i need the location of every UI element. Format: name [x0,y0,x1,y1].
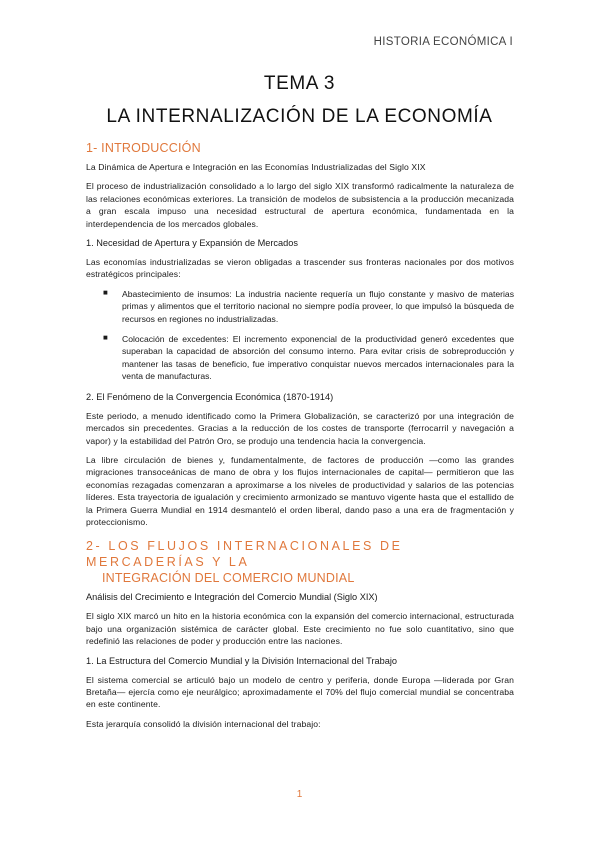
document-title-topic: TEMA 3 [263,73,336,94]
subsection-1-1-lead: Las economías industrializadas se vieron obligadas a trascender sus fronteras nacionales por dos motivos estratégicos principales: [86,257,514,280]
document-title-main: LA INTERNALIZACIÓN DE LA ECONOMÍA [106,106,493,127]
section-2-intro: El siglo XIX marcó un hito en la historia económica con la expansión del comercio internacional, estructurada bajo una organización sistémica de carácter global. Este crecimiento no fue solo cuantitativo, sino que redefinió las relaciones de poder y producción entre las naciones. [86,611,514,647]
bullet-icon: ■ [103,333,108,343]
section-2-heading-line-2: INTEGRACIÓN DEL COMERCIO MUNDIAL [102,571,355,586]
subsection-2-1-paragraph-1: El sistema comercial se articuló bajo un modelo de centro y periferia, donde Europa —liderada por Gran Bretaña— ejercía como eje neurálgico; aproximadamente el 70% del flujo comercial mundial se concentraba en este continente. [86,674,514,710]
bullet-text: Colocación de excedentes: El incremento exponencial de la productividad generó excedentes que superaban la capacidad de absorción del consumo interno. Para evitar crisis de sobreproducción y mantener las tasas de beneficio, fue imperativo conquistar nuevos mercados internacionales para la venta de manufacturas. [122,334,514,382]
subsection-1-2-title: 2. El Fenómeno de la Convergencia Económica (1870-1914) [86,391,334,402]
subsection-2-1-title: 1. La Estructura del Comercio Mundial y la División Internacional del Trabajo [86,655,397,666]
section-1-intro: El proceso de industrialización consolidado a lo largo del siglo XIX transformó radicalmente la naturaleza de las relaciones económicas exteriores. La transición de modelos de subsistencia a la producción mecanizada a gran escala impuso una necesidad estructural de apertura económica, fundamentada en la interdependencia de los mercados globales. [86,181,514,229]
bullet-item [86,288,514,325]
subsection-1-1-title: 1. Necesidad de Apertura y Expansión de Mercados [86,238,298,249]
subsection-2-1-paragraph-2: Esta jerarquía consolidó la división internacional del trabajo: [86,718,321,729]
subsection-1-2-paragraph-1: Este periodo, a menudo identificado como la Primera Globalización, se caracterizó por una integración de mercados sin precedentes. Gracias a la reducción de los costes de transporte (ferrocarril y navegación a vapor) y la estabilidad del Patrón Oro, se produjo una tendencia hacia la convergencia. [86,410,514,446]
section-2-heading [86,538,514,586]
document-body [86,140,514,737]
section-2-heading-line-1: 2- LOS FLUJOS INTERNACIONALES DE MERCADERÍAS Y LA [86,539,403,570]
bullet-item [86,333,514,383]
section-1-subtitle: La Dinámica de Apertura e Integración en las Economías Industrializadas del Siglo XIX [86,162,426,172]
page-number: 1 [296,789,303,800]
subsection-1-1-bullets [86,288,514,383]
section-2-subtitle: Análisis del Crecimiento e Integración del Comercio Mundial (Siglo XIX) [86,592,378,603]
bullet-icon: ■ [103,287,108,297]
bullet-text: Abastecimiento de insumos: La industria naciente requería un flujo constante y masivo de materias primas y alimentos que el territorio nacional no siempre podía proveer, lo que impulsó la búsqueda de recursos en regiones no industrializadas. [122,288,514,324]
page-header-subject: HISTORIA ECONÓMICA I [373,36,513,48]
subsection-1-2-paragraph-2: La libre circulación de bienes y, fundamentalmente, de factores de producción —como las grandes migraciones transoceánicas de mano de obra y los flujos internacionales de capital— permitieron que las economías rezagadas comenzaran a aproximarse a los niveles de productividad y salarios de las potencias líderes. Esta trayectoria de igualación y crecimiento armonizado se mantuvo vigente hasta que el estallido de la Primera Guerra Mundial en 1914 desmanteló el orden liberal, dando paso a una era de fragmentación y proteccionismo. [86,454,514,527]
section-1-heading: 1- INTRODUCCIÓN [86,141,201,155]
